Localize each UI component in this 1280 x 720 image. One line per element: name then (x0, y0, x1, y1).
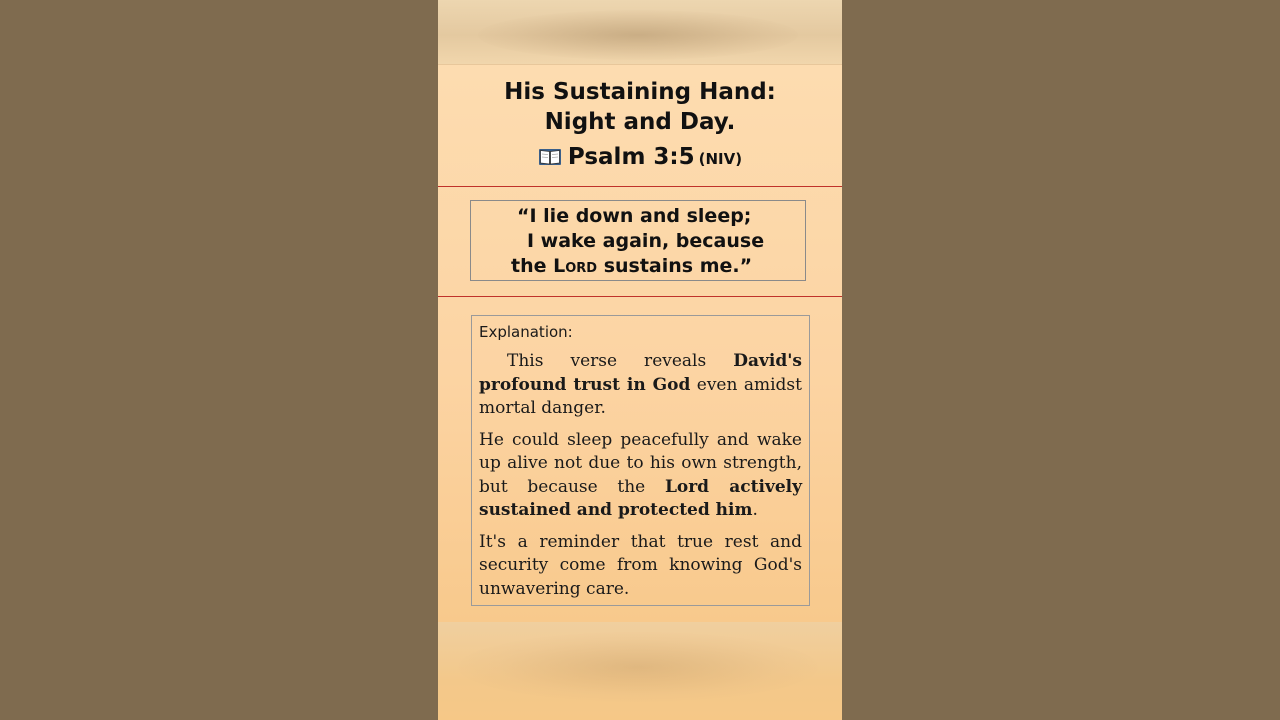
explanation-label: Explanation: (479, 323, 573, 341)
left-blurred-background (0, 0, 438, 720)
verse-line-1: “I lie down and sleep; (517, 205, 752, 227)
explanation-paragraph-1: This verse reveals David's profound trust in God even amidst mortal danger. (479, 351, 802, 418)
reference-version: (NIV) (698, 150, 743, 168)
reference-text: Psalm 3:5 (567, 144, 695, 170)
bottom-blurred-band (438, 622, 842, 720)
explanation-paragraph-3: It's a reminder that true rest and security come from knowing God's unwavering care. (479, 531, 802, 599)
divider-top (438, 186, 842, 187)
title-line-2: Night and Day. (544, 109, 736, 135)
title-line-1: His Sustaining Hand: (504, 79, 776, 105)
explanation-box (471, 315, 810, 606)
devotional-card (438, 64, 842, 623)
verse-line-2: I wake again, because (527, 230, 765, 252)
right-blurred-background (842, 0, 1280, 720)
lord-small-caps: Lord (553, 255, 598, 277)
vertical-slide (438, 0, 842, 720)
verse-line-3: the Lord sustains me.” (511, 255, 753, 277)
top-blurred-band (438, 0, 842, 64)
divider-bottom (438, 296, 842, 297)
scripture-reference (438, 144, 842, 171)
page-title (438, 77, 842, 137)
explanation-paragraph-2: He could sleep peacefully and wake up alive not due to his own strength, but because the Lord actively sustained and protected him. (479, 429, 802, 520)
open-book-icon (538, 147, 562, 171)
verse-quote-box (470, 200, 806, 281)
